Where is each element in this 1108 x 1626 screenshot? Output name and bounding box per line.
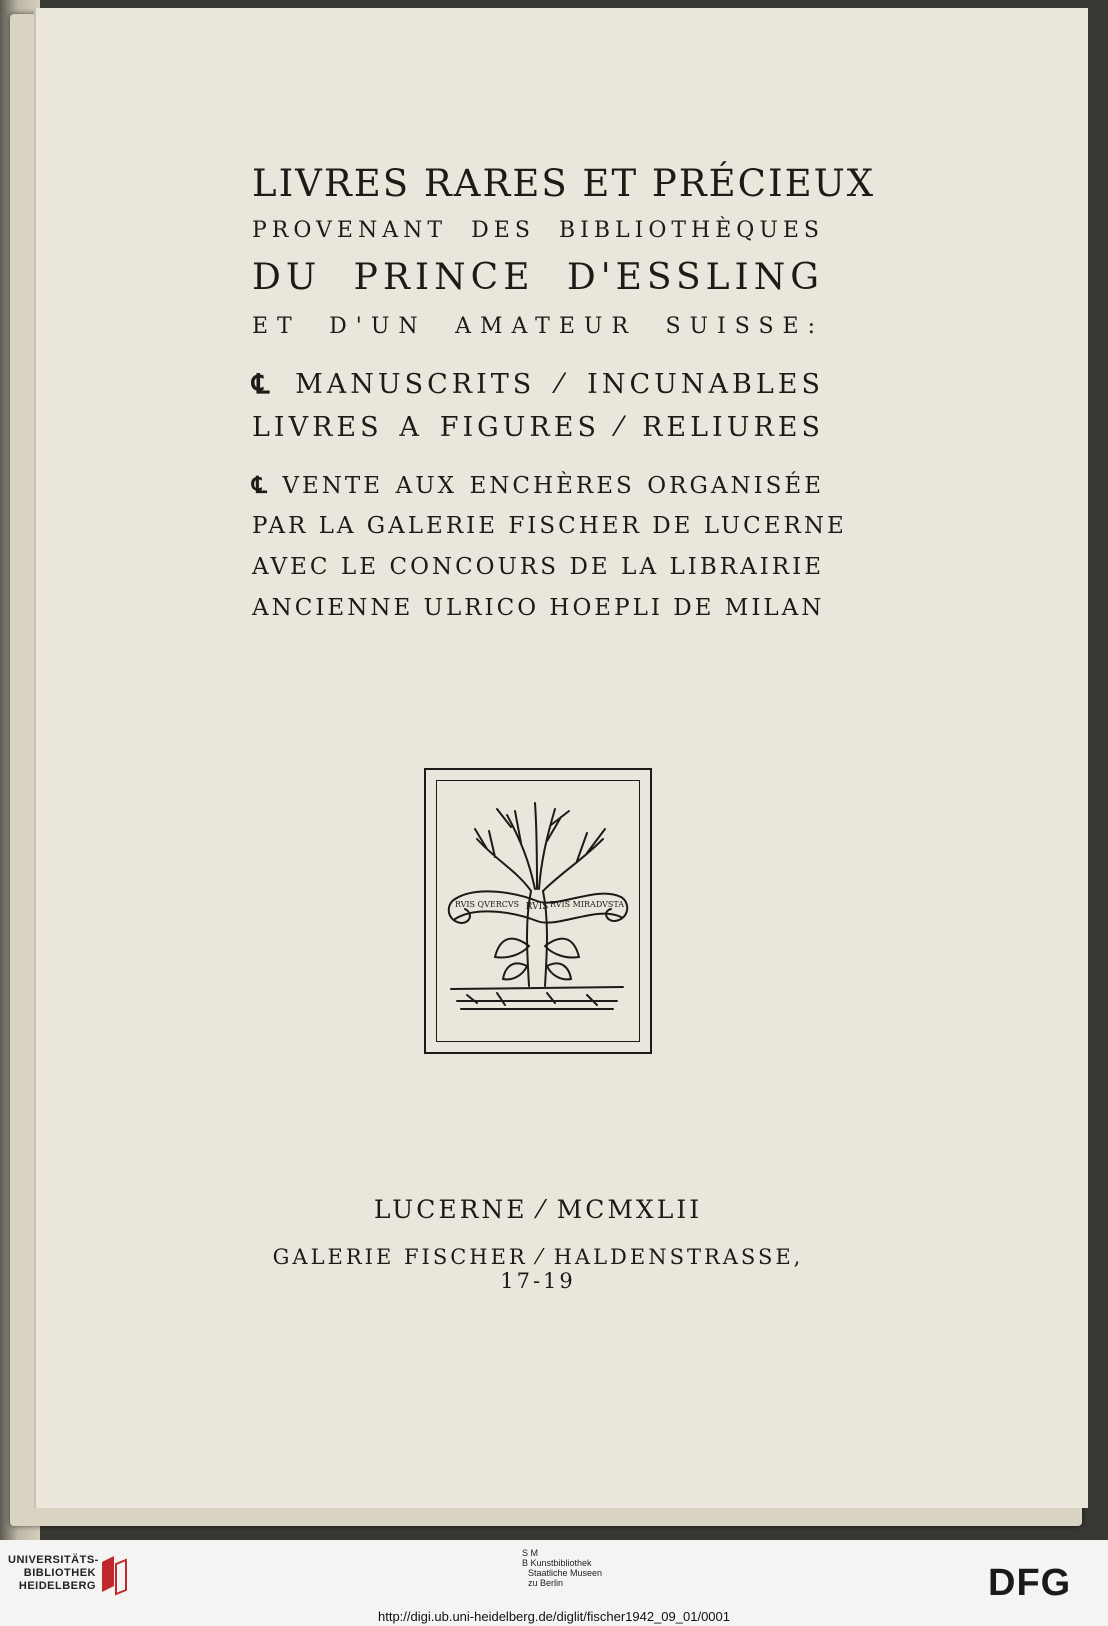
motto-text: RVIS [525,902,549,912]
source-url[interactable]: http://digi.ub.uni-heidelberg.de/diglit/fischer1942_09_01/0001 [378,1609,730,1624]
motto-right: RVIS MIRADVSTA [549,900,625,909]
digitization-footer [0,1540,1108,1626]
ub-line-3: HEIDELBERG [18,1580,96,1592]
title-line-4: ET D'UN AMATEUR SUISSE: [252,314,824,339]
ub-line-2: BIBLIOTHEK [23,1567,96,1579]
smb-line-3: Staatliche Museen [528,1568,603,1578]
printer-mark [424,768,652,1054]
sale-line-2: PAR LA GALERIE FISCHER DE LUCERNE [252,513,847,539]
sale-text-1: VENTE AUX ENCHÈRES ORGANISÉE [282,473,825,499]
printer-mark-inner-frame [436,780,640,1042]
smb-line-4: zu Berlin [528,1578,564,1588]
dfg-logo: DFG [988,1562,1072,1604]
contents-text-1: MANUSCRITS ⁄ INCUNABLES [295,369,824,400]
ub-line-1: UNIVERSITÄTS- [8,1554,99,1566]
smb-line-2: B Kunstbibliothek [522,1558,592,1568]
sale-line-3: AVEC LE CONCOURS DE LA LIBRAIRIE [252,554,824,580]
contents-line-1 [252,371,824,414]
pilcrow-icon: ℄ [252,369,274,400]
smb-label [522,1548,602,1588]
contents-line-2: LIVRES A FIGURES ⁄ RELIURES [252,412,824,443]
imprint [252,1195,824,1293]
sale-line-4: ANCIENNE ULRICO HOEPLI DE MILAN [252,595,825,621]
title-block [252,162,876,638]
ub-heidelberg-label [8,1554,99,1593]
smb-line-1: S M [522,1548,539,1558]
oak-tree-icon [437,781,637,1039]
motto-left: RVIS QVERCVS [454,900,520,909]
ub-heidelberg-logo-icon [98,1552,130,1596]
title-line-2: PROVENANT DES BIBLIOTHÈQUES [252,218,824,243]
title-line-3: DU PRINCE D'ESSLING [252,257,824,298]
pilcrow-icon: ℄ [252,472,270,499]
city-year: LUCERNE ⁄ MCMXLII [373,1195,703,1224]
title-line-1: LIVRES RARES ET PRÉCIEUX [252,162,876,205]
sale-line-1 [252,474,824,515]
publisher-address: GALERIE FISCHER ⁄ HALDENSTRASSE, 17-19 [272,1245,804,1293]
